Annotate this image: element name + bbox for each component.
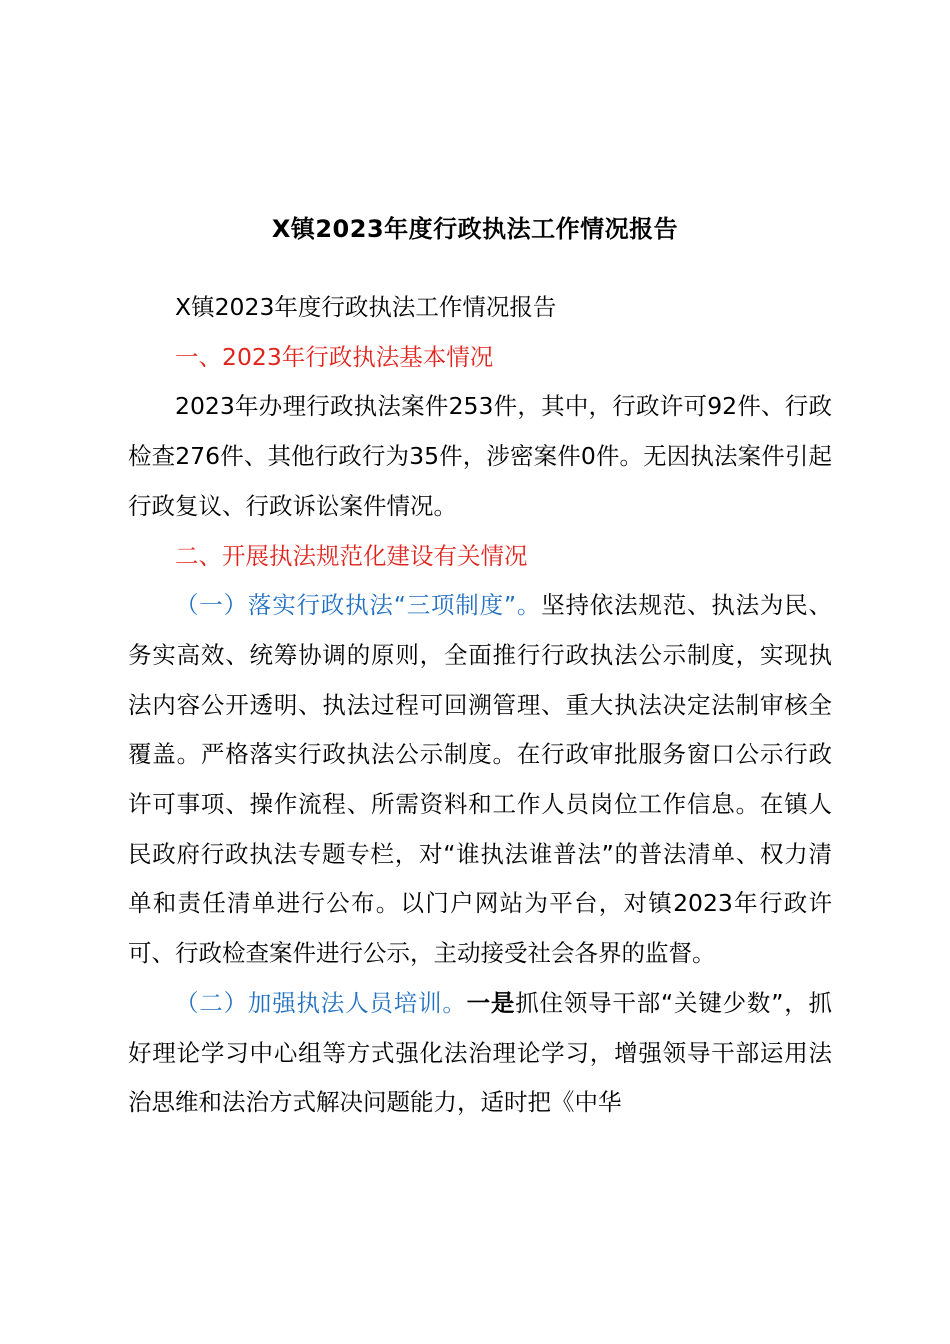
- document-body: [128, 283, 832, 1128]
- section-2-sub-2-paragraph: [128, 979, 832, 1128]
- document-subtitle: X镇2023年度行政执法工作情况报告: [175, 293, 557, 321]
- section-1-heading: 一、2023年行政执法基本情况: [175, 342, 494, 371]
- document-title: X镇2023年度行政执法工作情况报告: [271, 215, 679, 243]
- section-2-heading: 二、开展执法规范化建设有关情况: [175, 541, 528, 570]
- section-2-sub-1-paragraph: [128, 581, 832, 979]
- section-2-sub-2-text: 抓住领导干部“关键少数”，抓好理论学习中心组等方式强化法治理论学习，增强领导干部运用法治思维和法治方式解决问题能力，适时把《中华: [128, 988, 833, 1117]
- section-2-sub-1-text: 坚持依法规范、执法为民、务实高效、统筹协调的原则，全面推行行政执法公示制度，实现执法内容公开透明、执法过程可回溯管理、重大执法决定法制审核全覆盖。严格落实行政执法公示制度。在行政审批服务窗口公示行政许可事项、操作流程、所需资料和工作人员岗位工作信息。在镇人民政府行政执法专题专栏，对“谁执法谁普法”的普法清单、权力清单和责任清单进行公布。以门户网站为平台，对镇2023年行政许可、行政检查案件进行公示，主动接受社会各界的监督。: [128, 591, 833, 968]
- section-2-sub-1-heading: （一）落实行政执法“三项制度”。: [175, 591, 542, 620]
- section-2-sub-2-heading: （二）加强执法人员培训。: [175, 988, 467, 1017]
- section-2-sub-2-lead: 一是: [466, 988, 516, 1017]
- section-1-paragraph: 2023年办理行政执法案件253件，其中，行政许可92件、行政检查276件、其他行政行为35件，涉密案件0件。无因执法案件引起行政复议、行政诉讼案件情况。: [128, 392, 832, 520]
